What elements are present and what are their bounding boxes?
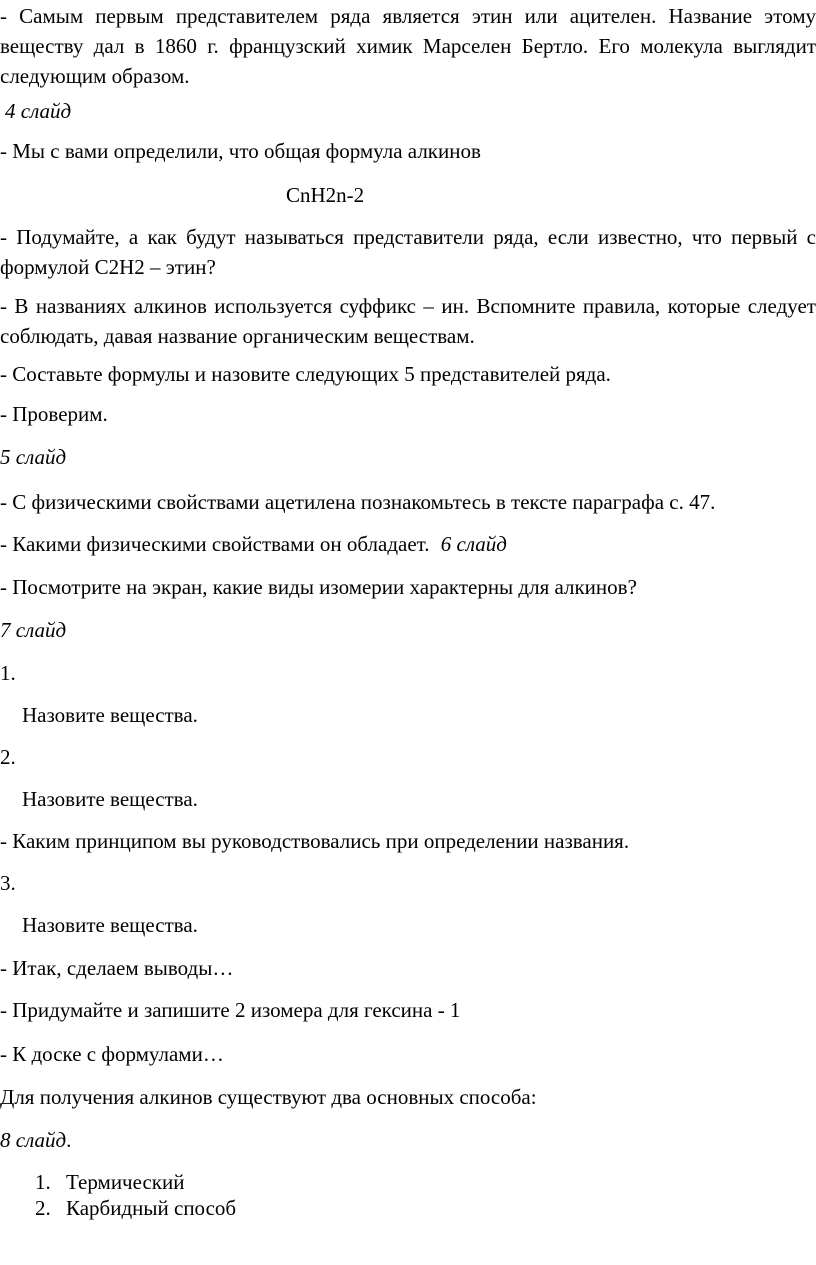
paragraph-line: - Итак, сделаем выводы… [0,956,234,980]
list-item-number: 2. [35,1196,51,1220]
list-item-number: 1. [35,1170,51,1194]
paragraph-line: веществу дал в 1860 г. французский химик Марселен Бертло. Его молекула выглядит [0,34,816,58]
task-text: Назовите вещества. [22,913,198,937]
paragraph-line: - Мы с вами определили, что общая формула алкинов [0,139,481,163]
paragraph-line: - Самым первым представителем ряда является этин или ацителен. Название этому [0,4,816,28]
general-formula: CnH2n-2 [286,183,365,207]
paragraph-line: формулой C2H2 – этин? [0,255,216,279]
list-marker: 2. [0,745,16,769]
list-marker: 1. [0,661,16,685]
task-text: Назовите вещества. [22,787,198,811]
paragraph-line: - В названиях алкинов используется суффикс – ин. Вспомните правила, которые следует [0,294,816,318]
period-text: . [66,1128,72,1152]
paragraph-line: - Посмотрите на экран, какие виды изомерии характерны для алкинов? [0,575,637,599]
list-item-text: Карбидный способ [66,1196,237,1220]
paragraph-line: - Каким принципом вы руководствовались при определении названия. [0,829,630,853]
paragraph-line: - Составьте формулы и назовите следующих 5 представителей ряда. [0,362,611,386]
slide-label: 4 слайд [5,99,72,123]
paragraph-line: следующим образом. [0,64,190,88]
list-marker: 3. [0,871,16,895]
task-text: Назовите вещества. [22,703,198,727]
slide-label: 5 слайд [0,445,67,469]
slide-label: 6 слайд [440,532,507,556]
paragraph-line: - Подумайте, а как будут называться представители ряда, если известно, что первый с [0,225,816,249]
paragraph-line: - К доске с формулами… [0,1042,224,1066]
paragraph-text: - Какими физическими свойствами он обладает. [0,532,430,556]
slide-line [0,1128,816,1152]
list-item-text: Термический [66,1170,185,1194]
paragraph-line: Для получения алкинов существуют два основных способа: [0,1085,537,1109]
slide-label: 7 слайд [0,618,67,642]
paragraph-line [0,532,816,556]
paragraph-line: - С физическими свойствами ацетилена познакомьтесь в тексте параграфа с. 47. [0,490,716,514]
paragraph-line: - Проверим. [0,402,108,426]
slide-label: 8 слайд [0,1128,67,1152]
paragraph-line: соблюдать, давая название органическим веществам. [0,324,475,348]
paragraph-line: - Придумайте и запишите 2 изомера для гексина - 1 [0,998,461,1022]
